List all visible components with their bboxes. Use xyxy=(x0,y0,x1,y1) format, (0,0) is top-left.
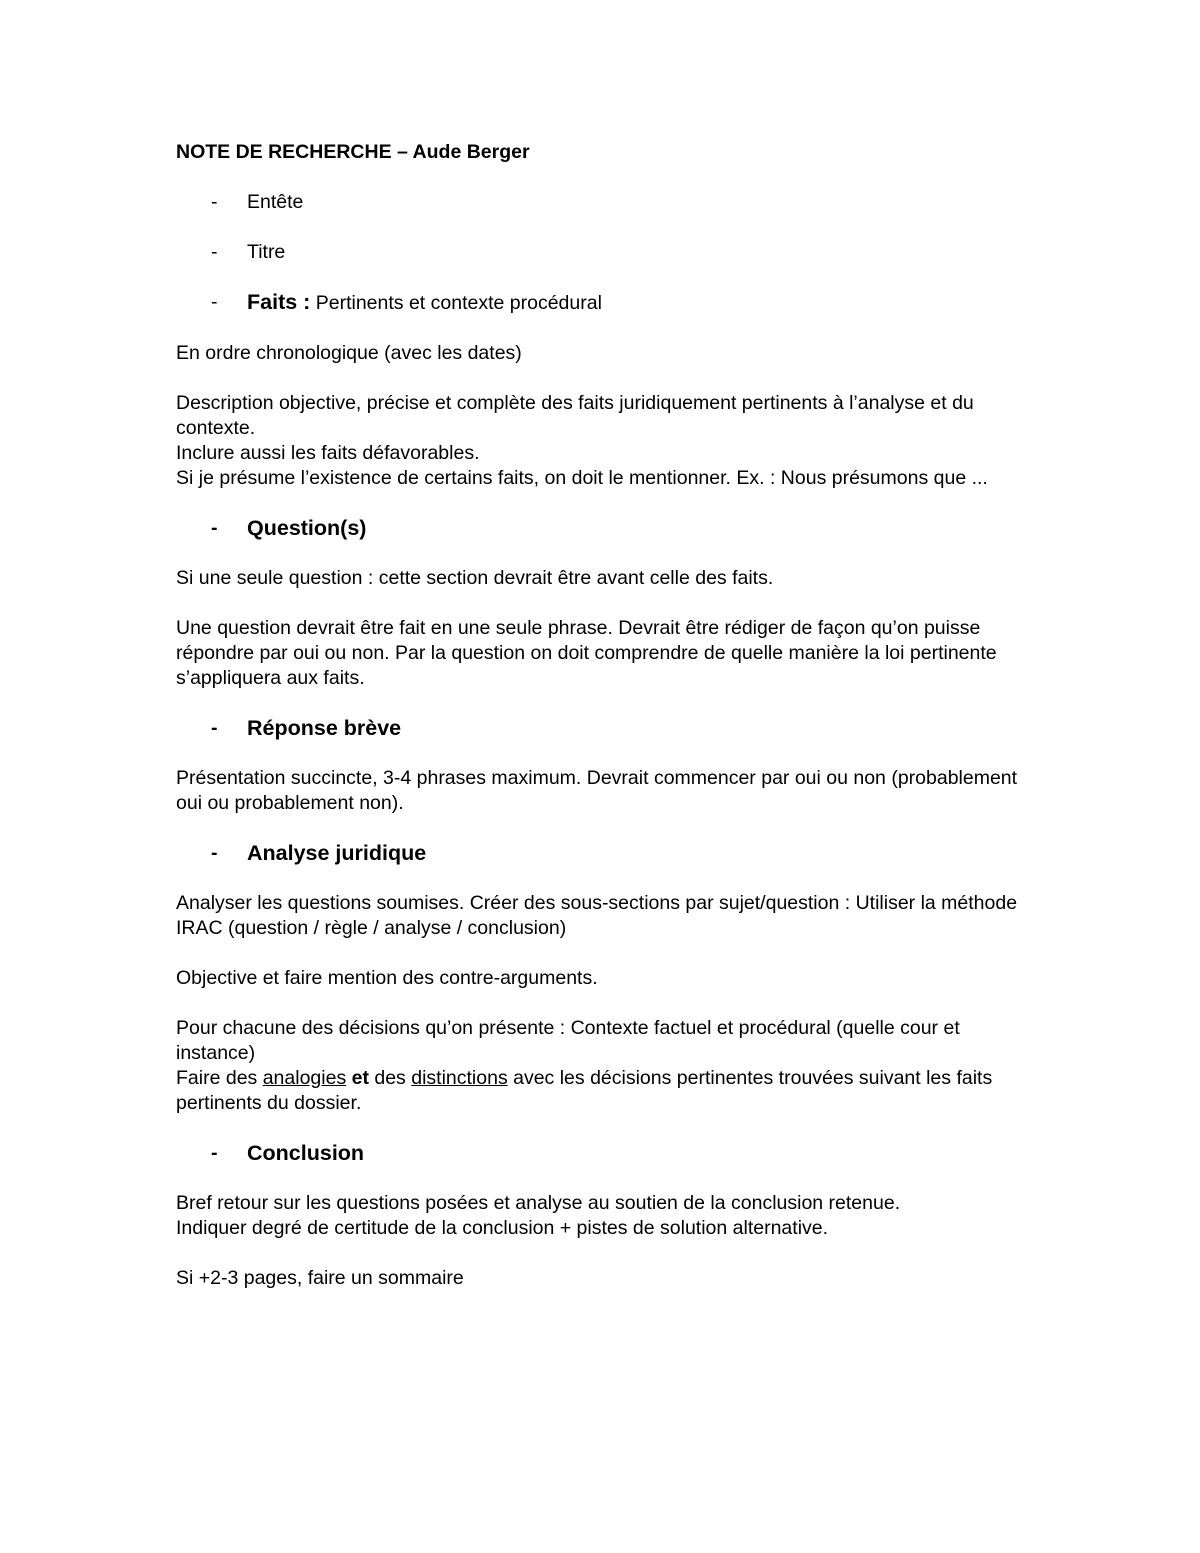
reponse-paragraph: Présentation succincte, 3-4 phrases maximum. Devrait commencer par oui ou non (probablement oui ou probablement non). xyxy=(176,767,1018,814)
questions-heading: Question(s) xyxy=(247,516,367,540)
underlined-distinctions: distinctions xyxy=(411,1067,508,1089)
bullet-entete xyxy=(176,190,1032,215)
questions-paragraph-2: Une question devrait être fait en une seule phrase. Devrait être rédiger de façon qu’on puisse répondre par oui ou non. Par la question on doit comprendre de quelle manière la loi pertinente s’appliquera aux faits. xyxy=(176,617,997,689)
analyse-analogies-line xyxy=(176,1066,1032,1116)
bullet-titre xyxy=(176,240,1032,265)
analyse-heading: Analyse juridique xyxy=(247,841,427,865)
bullet-faits xyxy=(176,290,1032,316)
bullet-dash: - xyxy=(211,842,218,864)
analyse-paragraph-2: Objective et faire mention des contre-arguments. xyxy=(176,967,598,989)
questions-paragraph-1: Si une seule question : cette section devrait être avant celle des faits. xyxy=(176,567,774,589)
conclusion-paragraph-sommaire: Si +2-3 pages, faire un sommaire xyxy=(176,1267,464,1289)
faits-defavorables-line: Inclure aussi les faits défavorables. xyxy=(176,442,480,464)
text-segment: avec les décisions pertinentes trouvées suivant les faits pertinents du dossier. xyxy=(176,1067,993,1114)
text-segment: Faire des xyxy=(176,1067,263,1089)
faits-paragraph-chronologique: En ordre chronologique (avec les dates) xyxy=(176,342,522,364)
faits-paragraph-description xyxy=(176,391,1032,491)
reponse-heading: Réponse brève xyxy=(247,716,402,740)
document-title: NOTE DE RECHERCHE – Aude Berger xyxy=(176,141,530,163)
bullet-dash: - xyxy=(211,291,218,313)
bullet-label-entete: Entête xyxy=(247,191,304,213)
bullet-label-titre: Titre xyxy=(247,241,286,263)
section-heading-reponse xyxy=(176,716,1032,741)
section-heading-questions xyxy=(176,516,1032,541)
bullet-dash: - xyxy=(211,517,218,539)
text-segment: des xyxy=(368,1067,412,1089)
bullet-dash: - xyxy=(211,717,218,739)
bullet-dash: - xyxy=(211,191,218,213)
bold-et: et xyxy=(351,1067,369,1089)
faits-description-line: Description objective, précise et complète des faits juridiquement pertinents à l’analyse et du contexte. xyxy=(176,392,974,439)
bullet-dash: - xyxy=(211,1142,218,1164)
section-heading-conclusion xyxy=(176,1141,1032,1166)
conclusion-retour-line: Bref retour sur les questions posées et analyse au soutien de la conclusion retenue. xyxy=(176,1192,901,1214)
bullet-dash: - xyxy=(211,241,218,263)
faits-heading: Faits : xyxy=(247,290,311,314)
conclusion-heading: Conclusion xyxy=(247,1141,365,1165)
conclusion-certitude-line: Indiquer degré de certitude de la conclusion + pistes de solution alternative. xyxy=(176,1217,829,1239)
analyse-decisions-line: Pour chacune des décisions qu’on présente : Contexte factuel et procédural (quelle cour et instance) xyxy=(176,1017,960,1064)
analyse-paragraph-3 xyxy=(176,1016,1032,1116)
document-body xyxy=(176,140,1032,1316)
underlined-analogies: analogies xyxy=(262,1067,347,1089)
analyse-paragraph-1: Analyser les questions soumises. Créer des sous-sections par sujet/question : Utiliser la méthode IRAC (question / règle / analyse / conclusion) xyxy=(176,892,1018,939)
faits-presomption-line: Si je présume l’existence de certains faits, on doit le mentionner. Ex. : Nous présumons que ... xyxy=(176,467,988,489)
section-heading-analyse xyxy=(176,841,1032,866)
faits-subtitle: Pertinents et contexte procédural xyxy=(310,292,602,314)
conclusion-paragraph-1 xyxy=(176,1191,1032,1241)
